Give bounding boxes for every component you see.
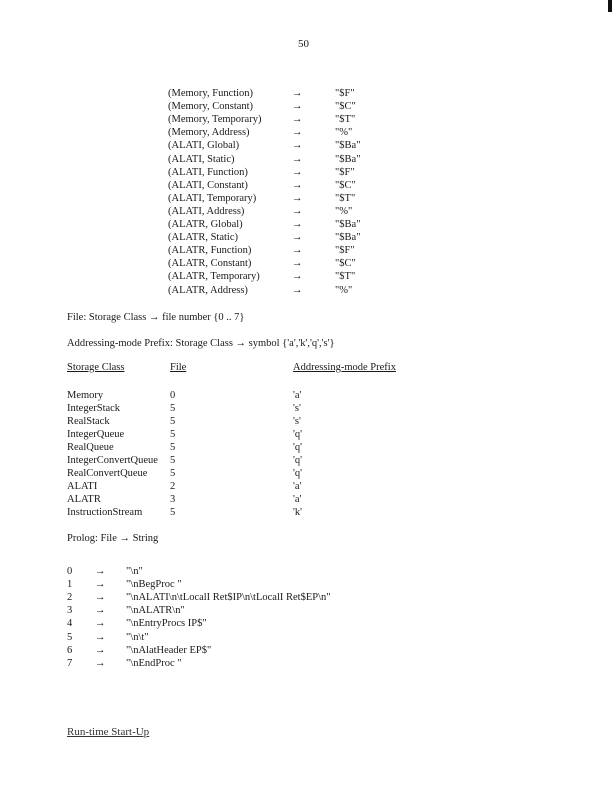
mapping-lhs: (ALATR, Address) bbox=[168, 284, 248, 296]
section-heading-runtime-startup: Run-time Start-Up bbox=[67, 726, 150, 738]
prolog-file-number: 1 bbox=[67, 579, 73, 591]
table-row bbox=[67, 494, 467, 507]
arrow-icon: → bbox=[95, 631, 106, 643]
table-row bbox=[67, 403, 467, 416]
cell-storage-class: ALATI bbox=[67, 480, 98, 492]
table-row bbox=[67, 507, 467, 520]
prolog-row bbox=[67, 566, 547, 579]
mapping-rhs: "$Ba" bbox=[335, 140, 361, 152]
mapping-rhs: "$T" bbox=[335, 114, 356, 126]
arrow-icon: → bbox=[292, 140, 303, 152]
arrow-icon: → bbox=[292, 192, 303, 204]
header-prefix: Addressing-mode Prefix bbox=[293, 362, 396, 373]
scan-edge-mark bbox=[608, 0, 612, 12]
cell-prefix: 's' bbox=[293, 415, 301, 427]
mapping-lhs: (ALATR, Constant) bbox=[168, 258, 252, 270]
table-row bbox=[67, 455, 467, 468]
cell-storage-class: RealConvertQueue bbox=[67, 467, 148, 479]
mapping-lhs: (Memory, Temporary) bbox=[168, 114, 262, 126]
mapping-lhs: (Memory, Constant) bbox=[168, 101, 254, 113]
arrow-icon: → bbox=[292, 88, 303, 99]
mapping-rhs: "$T" bbox=[335, 271, 356, 283]
cell-file: 2 bbox=[170, 480, 176, 492]
mapping-lhs: (Memory, Address) bbox=[168, 127, 250, 139]
table-row bbox=[67, 442, 467, 455]
cell-prefix: 'q' bbox=[293, 454, 303, 466]
cell-storage-class: IntegerQueue bbox=[67, 428, 125, 440]
prolog-file-number: 0 bbox=[67, 566, 73, 577]
header-file: File bbox=[170, 362, 187, 373]
prolog-row bbox=[67, 592, 547, 605]
prolog-definition: Prolog: File → String bbox=[67, 533, 159, 544]
cell-prefix: 'k' bbox=[293, 506, 303, 518]
cell-file: 5 bbox=[170, 415, 176, 427]
arrow-icon: → bbox=[95, 657, 106, 669]
arrow-icon: → bbox=[292, 258, 303, 270]
prolog-row bbox=[67, 618, 547, 631]
arrow-icon: → bbox=[292, 153, 303, 165]
prolog-string: "\nBegProc " bbox=[126, 579, 182, 591]
mapping-rhs: "%" bbox=[335, 284, 353, 296]
mapping-rhs: "$Ba" bbox=[335, 219, 361, 230]
cell-file: 5 bbox=[170, 402, 176, 414]
mapping-lhs: (ALATI, Address) bbox=[168, 205, 245, 217]
prolog-file-number: 6 bbox=[67, 644, 73, 656]
cell-prefix: 'a' bbox=[293, 390, 302, 401]
cell-file: 5 bbox=[170, 506, 176, 518]
mapping-lhs: (ALATI, Constant) bbox=[168, 179, 248, 191]
prolog-string: "\nEntryProcs IP$" bbox=[126, 618, 207, 630]
prolog-file-number: 7 bbox=[67, 657, 73, 669]
prolog-string: "\n\t" bbox=[126, 631, 149, 643]
arrow-icon: → bbox=[95, 644, 106, 656]
arrow-icon: → bbox=[292, 284, 303, 296]
mapping-rhs: "$C" bbox=[335, 179, 356, 191]
arrow-icon: → bbox=[292, 166, 303, 178]
mapping-rhs: "$C" bbox=[335, 101, 356, 113]
cell-storage-class: RealStack bbox=[67, 415, 110, 427]
file-definition: File: Storage Class → file number {0 .. 7} bbox=[67, 312, 245, 323]
prolog-string: "\nALATR\n" bbox=[126, 605, 185, 617]
prolog-string: "\nEndProc " bbox=[126, 657, 182, 669]
arrow-icon: → bbox=[292, 245, 303, 257]
cell-storage-class: IntegerStack bbox=[67, 402, 121, 414]
cell-prefix: 'a' bbox=[293, 493, 302, 505]
arrow-icon: → bbox=[292, 114, 303, 126]
arrow-icon: → bbox=[292, 219, 303, 230]
header-storage-class: Storage Class bbox=[67, 362, 125, 373]
mapping-lhs: (ALATR, Function) bbox=[168, 245, 252, 257]
cell-storage-class: InstructionStream bbox=[67, 506, 143, 518]
cell-file: 5 bbox=[170, 467, 176, 479]
cell-storage-class: IntegerConvertQueue bbox=[67, 454, 158, 466]
mapping-lhs: (ALATR, Global) bbox=[168, 219, 243, 230]
cell-storage-class: Memory bbox=[67, 390, 104, 401]
arrow-icon: → bbox=[292, 127, 303, 139]
prolog-row bbox=[67, 605, 547, 618]
cell-prefix: 'q' bbox=[293, 441, 303, 453]
cell-prefix: 'q' bbox=[293, 428, 303, 440]
mapping-rhs: "$T" bbox=[335, 192, 356, 204]
mapping-lhs: (ALATI, Function) bbox=[168, 166, 248, 178]
arrow-icon: → bbox=[95, 579, 106, 591]
mapping-rhs: "$Ba" bbox=[335, 232, 361, 244]
prolog-string: "\n" bbox=[126, 566, 143, 577]
cell-file: 0 bbox=[170, 390, 176, 401]
prolog-file-number: 4 bbox=[67, 618, 73, 630]
arrow-icon: → bbox=[292, 101, 303, 113]
prolog-string: "\nAlatHeader EP$" bbox=[126, 644, 212, 656]
mapping-rhs: "$Ba" bbox=[335, 153, 361, 165]
arrow-icon: → bbox=[292, 205, 303, 217]
prolog-row bbox=[67, 645, 547, 658]
mapping-lhs: (ALATI, Temporary) bbox=[168, 192, 257, 204]
cell-storage-class: ALATR bbox=[67, 493, 101, 505]
mapping-rhs: "%" bbox=[335, 127, 353, 139]
mapping-rhs: "$C" bbox=[335, 258, 356, 270]
cell-file: 5 bbox=[170, 428, 176, 440]
mapping-rhs: "$F" bbox=[335, 88, 355, 99]
arrow-icon: → bbox=[292, 232, 303, 244]
mapping-lhs: (ALATI, Global) bbox=[168, 140, 240, 152]
page-number: 50 bbox=[298, 38, 309, 50]
mapping-lhs: (ALATR, Static) bbox=[168, 232, 238, 244]
table-row bbox=[67, 390, 467, 403]
prolog-file-number: 5 bbox=[67, 631, 73, 643]
cell-storage-class: RealQueue bbox=[67, 441, 114, 453]
arrow-icon: → bbox=[292, 271, 303, 283]
prefix-definition: Addressing-mode Prefix: Storage Class → symbol {'a','k','q','s'} bbox=[67, 338, 335, 349]
mapping-lhs: (ALATI, Static) bbox=[168, 153, 235, 165]
table-row bbox=[67, 429, 467, 442]
prolog-file-number: 2 bbox=[67, 592, 73, 604]
cell-file: 5 bbox=[170, 454, 176, 466]
arrow-icon: → bbox=[95, 618, 106, 630]
arrow-icon: → bbox=[292, 179, 303, 191]
arrow-icon: → bbox=[95, 605, 106, 617]
cell-prefix: 's' bbox=[293, 402, 301, 414]
table-row bbox=[67, 481, 467, 494]
prolog-row bbox=[67, 658, 547, 671]
mapping-lhs: (ALATR, Temporary) bbox=[168, 271, 260, 283]
prolog-row bbox=[67, 579, 547, 592]
table-row bbox=[67, 416, 467, 429]
arrow-icon: → bbox=[95, 566, 106, 577]
prolog-string: "\nALATI\n\tLocalI Ret$IP\n\tLocalI Ret$EP\n" bbox=[126, 592, 331, 604]
prolog-row bbox=[67, 632, 547, 645]
cell-prefix: 'a' bbox=[293, 480, 302, 492]
mapping-lhs: (Memory, Function) bbox=[168, 88, 254, 99]
cell-file: 3 bbox=[170, 493, 176, 505]
mapping-rhs: "$F" bbox=[335, 245, 355, 257]
arrow-icon: → bbox=[95, 592, 106, 604]
table-row bbox=[67, 468, 467, 481]
mapping-rhs: "$F" bbox=[335, 166, 355, 178]
mapping-rhs: "%" bbox=[335, 205, 353, 217]
cell-prefix: 'q' bbox=[293, 467, 303, 479]
cell-file: 5 bbox=[170, 441, 176, 453]
prolog-file-number: 3 bbox=[67, 605, 73, 617]
